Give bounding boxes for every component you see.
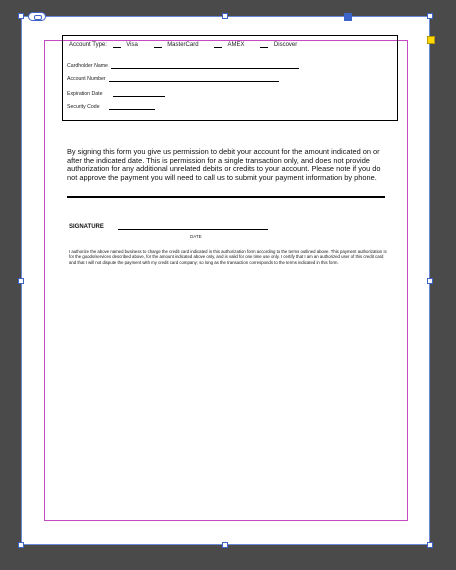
account-number-field[interactable] <box>67 76 279 82</box>
consent-divider <box>67 196 385 198</box>
card-info-box <box>62 35 398 121</box>
account-type-row <box>69 42 301 48</box>
consent-paragraph: By signing this form you give us permission to debit your account for the amount indicated on or after the indicated date. This is permission for a single transaction only, and does not provide authorization for any additional unrelated debits or credits to your account. Please note if you do not approve the payment you will need to call us to submit your payment information by phone. <box>67 147 381 182</box>
resize-handle-top-center[interactable] <box>222 13 228 19</box>
expiration-date-field[interactable] <box>67 91 165 97</box>
mastercard-checkbox-line[interactable] <box>154 42 162 48</box>
visa-checkbox-line[interactable] <box>113 42 121 48</box>
cardholder-name-line[interactable] <box>111 63 299 69</box>
security-code-line[interactable] <box>109 104 155 110</box>
option-visa: Visa <box>126 42 138 48</box>
cardholder-name-field[interactable] <box>67 63 299 69</box>
resize-handle-middle-right[interactable] <box>427 278 433 284</box>
option-amex: AMEX <box>227 42 245 48</box>
option-discover: Discover <box>273 42 298 48</box>
account-number-label: Account Number <box>67 76 106 82</box>
reference-point-handle[interactable] <box>344 13 352 21</box>
signature-label: SIGNATURE <box>69 224 104 230</box>
expiration-date-label: Expiration Date <box>67 91 103 97</box>
amex-checkbox-line[interactable] <box>214 42 222 48</box>
resize-handle-bottom-center[interactable] <box>222 542 228 548</box>
account-number-line[interactable] <box>109 76 279 82</box>
account-type-label: Account Type: <box>69 42 107 48</box>
link-icon[interactable] <box>28 12 46 21</box>
resize-handle-bottom-left[interactable] <box>18 542 24 548</box>
resize-handle-top-left[interactable] <box>18 13 24 19</box>
content-anchor-handle[interactable] <box>427 36 435 44</box>
security-code-field[interactable] <box>67 104 155 110</box>
cardholder-name-label: Cardholder Name <box>67 63 108 69</box>
date-label: DATE <box>190 234 202 239</box>
security-code-label: Security Code <box>67 104 100 110</box>
signature-line[interactable] <box>118 229 268 230</box>
expiration-date-line[interactable] <box>113 91 165 97</box>
resize-handle-top-right[interactable] <box>427 13 433 19</box>
authorization-legal-text: I authorize the above named business to charge the credit card indicated in this authorization form according to the terms outlined above. This payment authorization is for the goods/services described above, for the amount indicated above only, and is valid for one time use only. I certify that I am an authorized user of this credit card and that I will not dispute the payment with my credit card company; so long as the transaction corresponds to the terms indicated in this form. <box>69 249 387 265</box>
resize-handle-middle-left[interactable] <box>18 278 24 284</box>
resize-handle-bottom-right[interactable] <box>427 542 433 548</box>
option-mastercard: MasterCard <box>167 42 199 48</box>
discover-checkbox-line[interactable] <box>260 42 268 48</box>
